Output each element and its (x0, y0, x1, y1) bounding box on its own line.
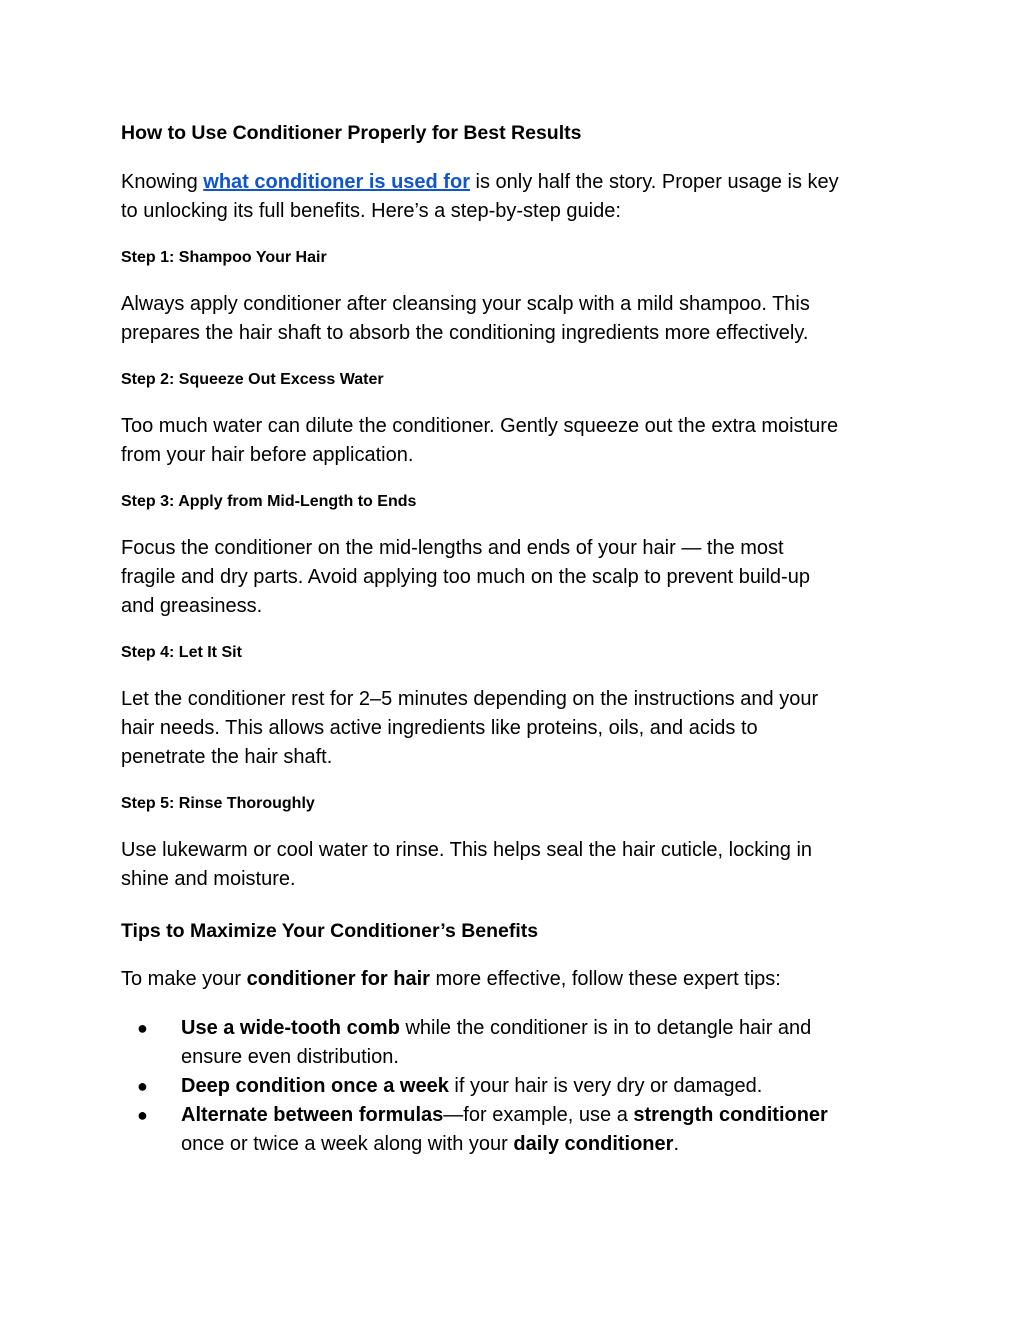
bullet-icon: ● (137, 1018, 148, 1038)
tips-intro-line (121, 965, 911, 994)
step-2-heading: Step 2: Squeeze Out Excess Water (121, 371, 384, 388)
step-4-line-3: penetrate the hair shaft. (121, 746, 333, 768)
tip-3-line-2-bold: daily conditioner (513, 1133, 674, 1155)
step-2-line-2: from your hair before application. (121, 444, 414, 466)
tip-2-line-1 (181, 1072, 911, 1101)
bullet-icon: ● (137, 1076, 148, 1096)
list-item (121, 1101, 911, 1159)
intro-text-after-link: is only half the story. Proper usage is key (469, 171, 839, 193)
step-3-paragraph (121, 534, 911, 621)
list-item (121, 1072, 911, 1101)
tip-1-bold: Use a wide-tooth comb (181, 1017, 400, 1039)
tip-3-bold-2: strength conditioner (633, 1104, 828, 1126)
tip-3-mid: —for example, use a (443, 1104, 634, 1126)
step-2-line-1: Too much water can dilute the conditioner. Gently squeeze out the extra moisture (121, 415, 839, 437)
step-3-line-1: Focus the conditioner on the mid-lengths and ends of your hair — the most (121, 537, 784, 559)
step-1-heading: Step 1: Shampoo Your Hair (121, 249, 327, 266)
intro-paragraph (121, 168, 911, 226)
intro-line-2: to unlocking its full benefits. Here’s a step-by-step guide: (121, 200, 621, 222)
step-4-line-1: Let the conditioner rest for 2–5 minutes depending on the instructions and your (121, 688, 819, 710)
step-5-line-1: Use lukewarm or cool water to rinse. This helps seal the hair cuticle, locking in (121, 839, 813, 861)
intro-text-before-link: Knowing (121, 171, 204, 193)
tip-1-line-1 (181, 1014, 911, 1043)
step-5-paragraph (121, 836, 911, 894)
tips-heading: Tips to Maximize Your Conditioner’s Benefits (121, 920, 539, 942)
tips-intro-before: To make your (121, 968, 247, 990)
step-1-line-2: prepares the hair shaft to absorb the conditioning ingredients more effectively. (121, 322, 809, 344)
step-4-paragraph (121, 685, 911, 772)
tip-3-line-2-after: . (673, 1133, 679, 1155)
tips-intro-bold: conditioner for hair (246, 968, 430, 990)
tip-2-rest: if your hair is very dry or damaged. (448, 1075, 763, 1097)
tips-intro-paragraph (121, 965, 911, 994)
tip-2-bold: Deep condition once a week (181, 1075, 449, 1097)
step-5-line-2: shine and moisture. (121, 868, 296, 890)
step-5-heading: Step 5: Rinse Thoroughly (121, 795, 315, 812)
step-3-heading: Step 3: Apply from Mid-Length to Ends (121, 493, 417, 510)
bullet-icon: ● (137, 1105, 148, 1125)
step-2-paragraph (121, 412, 911, 470)
step-4-line-2: hair needs. This allows active ingredients like proteins, oils, and acids to (121, 717, 758, 739)
tip-3-bold: Alternate between formulas (181, 1104, 444, 1126)
tips-list (121, 1014, 911, 1159)
tip-3-line-1 (181, 1101, 911, 1130)
tip-3-line-2 (181, 1130, 911, 1159)
page-title: How to Use Conditioner Properly for Best Results (121, 122, 582, 144)
tip-1-rest: while the conditioner is in to detangle hair and (399, 1017, 812, 1039)
tips-intro-after: more effective, follow these expert tips: (429, 968, 781, 990)
conditioner-use-link[interactable]: what conditioner is used for (203, 171, 470, 193)
tip-1-line-2: ensure even distribution. (181, 1046, 399, 1068)
intro-line-1 (121, 168, 911, 197)
tip-3-line-2-before: once or twice a week along with your (181, 1133, 514, 1155)
step-1-line-1: Always apply conditioner after cleansing your scalp with a mild shampoo. This (121, 293, 810, 315)
step-3-line-3: and greasiness. (121, 595, 263, 617)
step-1-paragraph (121, 290, 911, 348)
step-3-line-2: fragile and dry parts. Avoid applying too much on the scalp to prevent build-up (121, 566, 810, 588)
step-4-heading: Step 4: Let It Sit (121, 644, 242, 661)
list-item (121, 1014, 911, 1072)
